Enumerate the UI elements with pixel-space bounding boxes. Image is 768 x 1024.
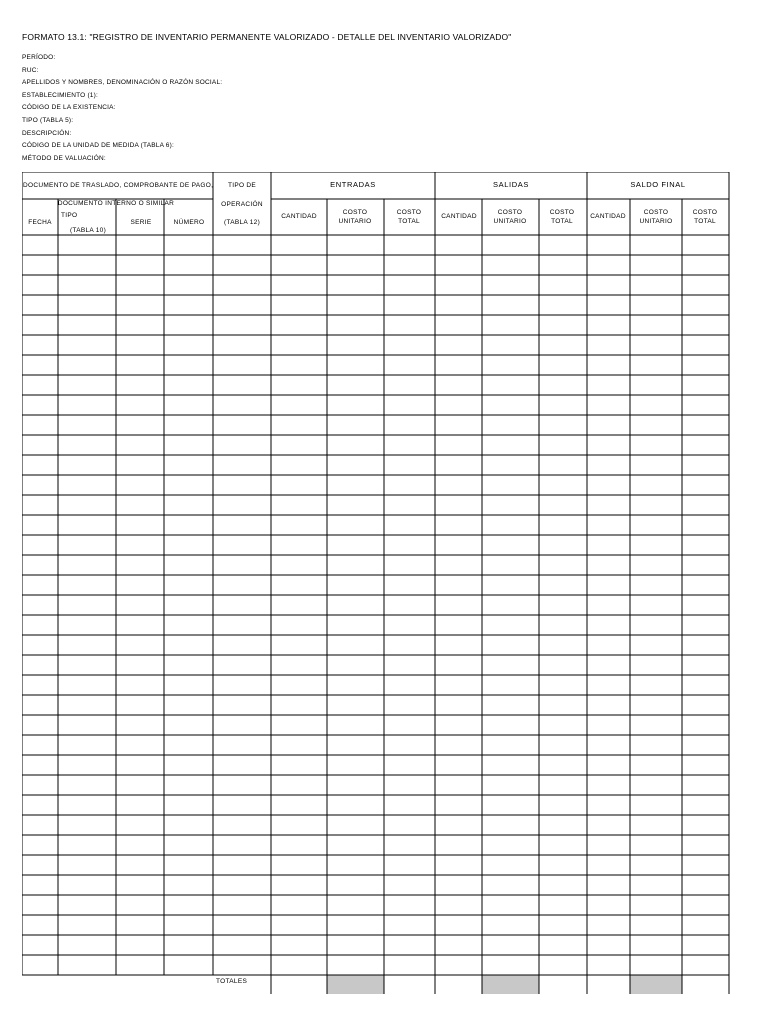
header-tipo-line1: TIPO — [61, 212, 78, 219]
field-establecimiento: ESTABLECIMIENTO (1): — [22, 91, 98, 99]
field-ruc: RUC: — [22, 66, 39, 74]
totales-shaded-cell — [630, 975, 682, 994]
header-entradas-costo-total-line2: TOTAL — [398, 218, 420, 225]
header-entradas-costo-total-line1: COSTO — [396, 209, 422, 216]
header-tipo-operacion-line2: OPERACIÓN — [221, 201, 263, 208]
header-serie: SERIE — [130, 219, 152, 226]
totales-label: TOTALES — [216, 978, 248, 985]
totales-shaded-cell — [327, 975, 384, 994]
field-descripcion: DESCRIPCIÓN: — [22, 129, 72, 137]
header-documento-line1: DOCUMENTO DE TRASLADO, COMPROBANTE DE PAGO, — [23, 182, 214, 189]
header-saldo-costo-unitario-line2: UNITARIO — [639, 218, 673, 225]
field-tipo: TIPO (TABLA 5): — [22, 116, 74, 124]
header-tipo-operacion-line1: TIPO DE — [227, 182, 257, 189]
header-salidas-cantidad: CANTIDAD — [441, 213, 477, 220]
header-salidas: SALIDAS — [493, 180, 529, 189]
header-documento-line2: DOCUMENTO INTERNO O SIMILAR — [57, 200, 175, 207]
header-entradas-cantidad: CANTIDAD — [281, 213, 317, 220]
field-periodo: PERÍODO: — [22, 54, 56, 61]
header-entradas: ENTRADAS — [330, 180, 376, 189]
header-numero: NÚMERO — [173, 219, 205, 226]
inventory-table-grid — [22, 172, 730, 994]
header-fields — [22, 52, 222, 165]
field-metodo-valuacion: MÉTODO DE VALUACIÓN: — [22, 154, 106, 162]
header-saldo-costo-unitario-line1: COSTO — [643, 209, 669, 216]
header-tipo-operacion-line3: (TABLA 12) — [223, 219, 261, 226]
field-unidad-medida: CÓDIGO DE LA UNIDAD DE MEDIDA (TABLA 6): — [22, 142, 174, 150]
header-salidas-costo-unitario-line1: COSTO — [497, 209, 523, 216]
header-salidas-costo-total-line1: COSTO — [549, 209, 575, 216]
field-codigo-existencia: CÓDIGO DE LA EXISTENCIA: — [22, 104, 116, 112]
header-saldo-final: SALDO FINAL — [630, 180, 686, 189]
header-saldo-costo-total-line2: TOTAL — [694, 218, 716, 225]
header-saldo-costo-total-line1: COSTO — [692, 209, 718, 216]
totales-shaded-cell — [482, 975, 539, 994]
header-fecha: FECHA — [28, 219, 52, 226]
header-tipo-line2: (TABLA 10) — [69, 227, 107, 234]
header-salidas-costo-total-line2: TOTAL — [551, 218, 573, 225]
header-entradas-costo-unitario-line2: UNITARIO — [338, 218, 372, 225]
header-entradas-costo-unitario-line1: COSTO — [342, 209, 368, 216]
header-salidas-costo-unitario-line2: UNITARIO — [493, 218, 527, 225]
inventory-table — [22, 172, 730, 994]
header-saldo-cantidad: CANTIDAD — [590, 213, 626, 220]
document-title: FORMATO 13.1: "REGISTRO DE INVENTARIO PERMANENTE VALORIZADO - DETALLE DEL INVENTARIO VALORIZADO" — [22, 32, 512, 42]
field-razon-social: APELLIDOS Y NOMBRES, DENOMINACIÓN O RAZÓN SOCIAL: — [22, 79, 223, 87]
